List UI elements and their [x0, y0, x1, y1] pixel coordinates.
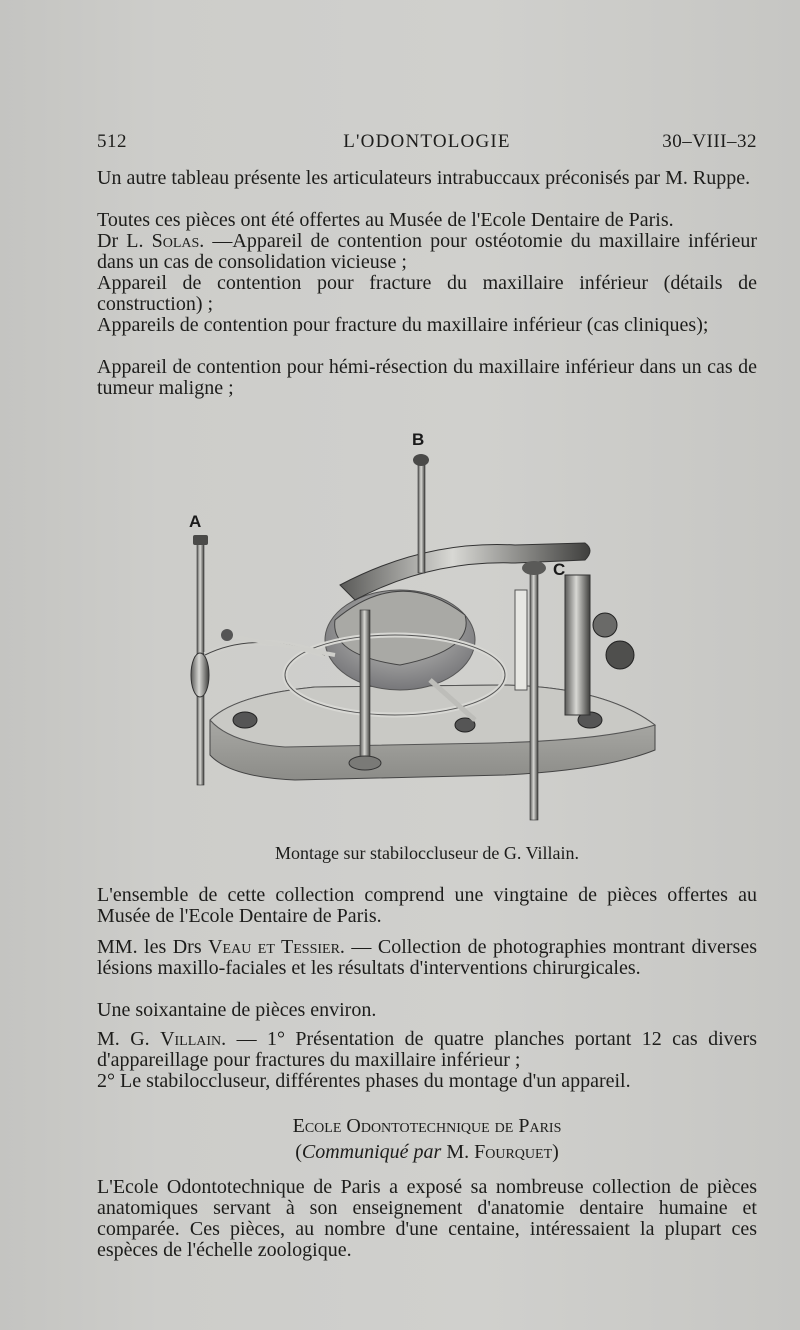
paragraph-solas-item-2 [97, 315, 757, 336]
paragraph-ensemble [97, 885, 757, 927]
figure-label-c: C [553, 560, 566, 579]
solas-item-2: Appareils de contention pour fracture du maxillaire inférieur (cas cliniques); [97, 314, 709, 336]
paragraph-solas-item-1 [97, 273, 757, 315]
paragraph-solas [97, 231, 757, 273]
villain-text: . — 1° Présentation de quatre planches portant 12 cas divers d'appareillage pour fractures du maxillaire inférieur ; [97, 1028, 758, 1071]
running-header [97, 131, 757, 155]
paragraph-tableau [97, 168, 757, 189]
paragraph-odontotechnique [97, 1177, 757, 1261]
issue-date: 30–VIII–32 [662, 131, 757, 152]
villain-item-2: 2° Le stabiloccluseur, différentes phases du montage d'un appareil. [97, 1070, 631, 1092]
solas-item-3: Appareil de contention pour hémi-résection du maxillaire inférieur dans un cas de tumeur maligne ; [97, 356, 757, 399]
veau-text: . — Collection de photographies montrant diverses lésions maxillo-faciales et les résultats d'interventions chirurgicales. [97, 936, 757, 979]
figure-caption: Montage sur stabiloccluseur de G. Villain. [274, 843, 580, 863]
text-odontotechnique: L'Ecole Odontotechnique de Paris a exposé sa nombreuse collection de pièces anatomiques servant à son enseignement d'anatomie dentaire humaine et comparée. Ces pièces, au nombre d'une centaine, intéressaient la plupart ces espèces de l'échelle zoologique. [97, 1176, 757, 1261]
stabiloccluseur-figure [175, 425, 665, 825]
villain-prefix: M. G. [97, 1028, 150, 1050]
villain-name: Villain [160, 1028, 222, 1050]
journal-title: L'ODONTOLOGIE [343, 131, 511, 152]
paragraph-veau-tessier [97, 937, 757, 979]
veau-names: Veau et Tessier [208, 936, 340, 958]
paragraph-solas-item-3 [97, 357, 757, 399]
solas-name: Solas [151, 230, 200, 252]
veau-prefix: MM. les Drs [97, 936, 202, 958]
solas-prefix: Dr L. [97, 230, 144, 252]
text-pieces-offertes: Toutes ces pièces ont été offertes au Musée de l'Ecole Dentaire de Paris. [97, 209, 674, 231]
solas-item-1: Appareil de contention pour fracture du maxillaire inférieur (détails de construction) ; [97, 272, 757, 315]
text-tableau: Un autre tableau présente les articulateurs intrabuccaux préconisés par M. Ruppe. [97, 167, 751, 189]
figure-label-a: A [189, 512, 202, 531]
subtitle-name: M. Fourquet [446, 1141, 553, 1163]
paragraph-villain [97, 1029, 757, 1071]
section-title: Ecole Odontotechnique de Paris [292, 1115, 562, 1137]
paragraph-soixantaine [97, 1000, 757, 1021]
page-number: 512 [97, 131, 127, 152]
text-ensemble: L'ensemble de cette collection comprend une vingtaine de pièces offertes au Musée de l'Ecole Dentaire de Paris. [97, 884, 757, 927]
solas-text: . —Appareil de contention pour ostéotomie du maxillaire inférieur dans un cas de consolidation vicieuse ; [97, 230, 758, 273]
text-soixantaine: Une soixantaine de pièces environ. [97, 999, 377, 1021]
paragraph-villain-item-2 [97, 1071, 757, 1092]
figure-label-b: B [412, 430, 425, 449]
section-subtitle: (Communiqué par M. Fourquet) [295, 1141, 559, 1163]
subtitle-italic: Communiqué par [301, 1141, 442, 1163]
paragraph-pieces-offertes [97, 210, 757, 231]
